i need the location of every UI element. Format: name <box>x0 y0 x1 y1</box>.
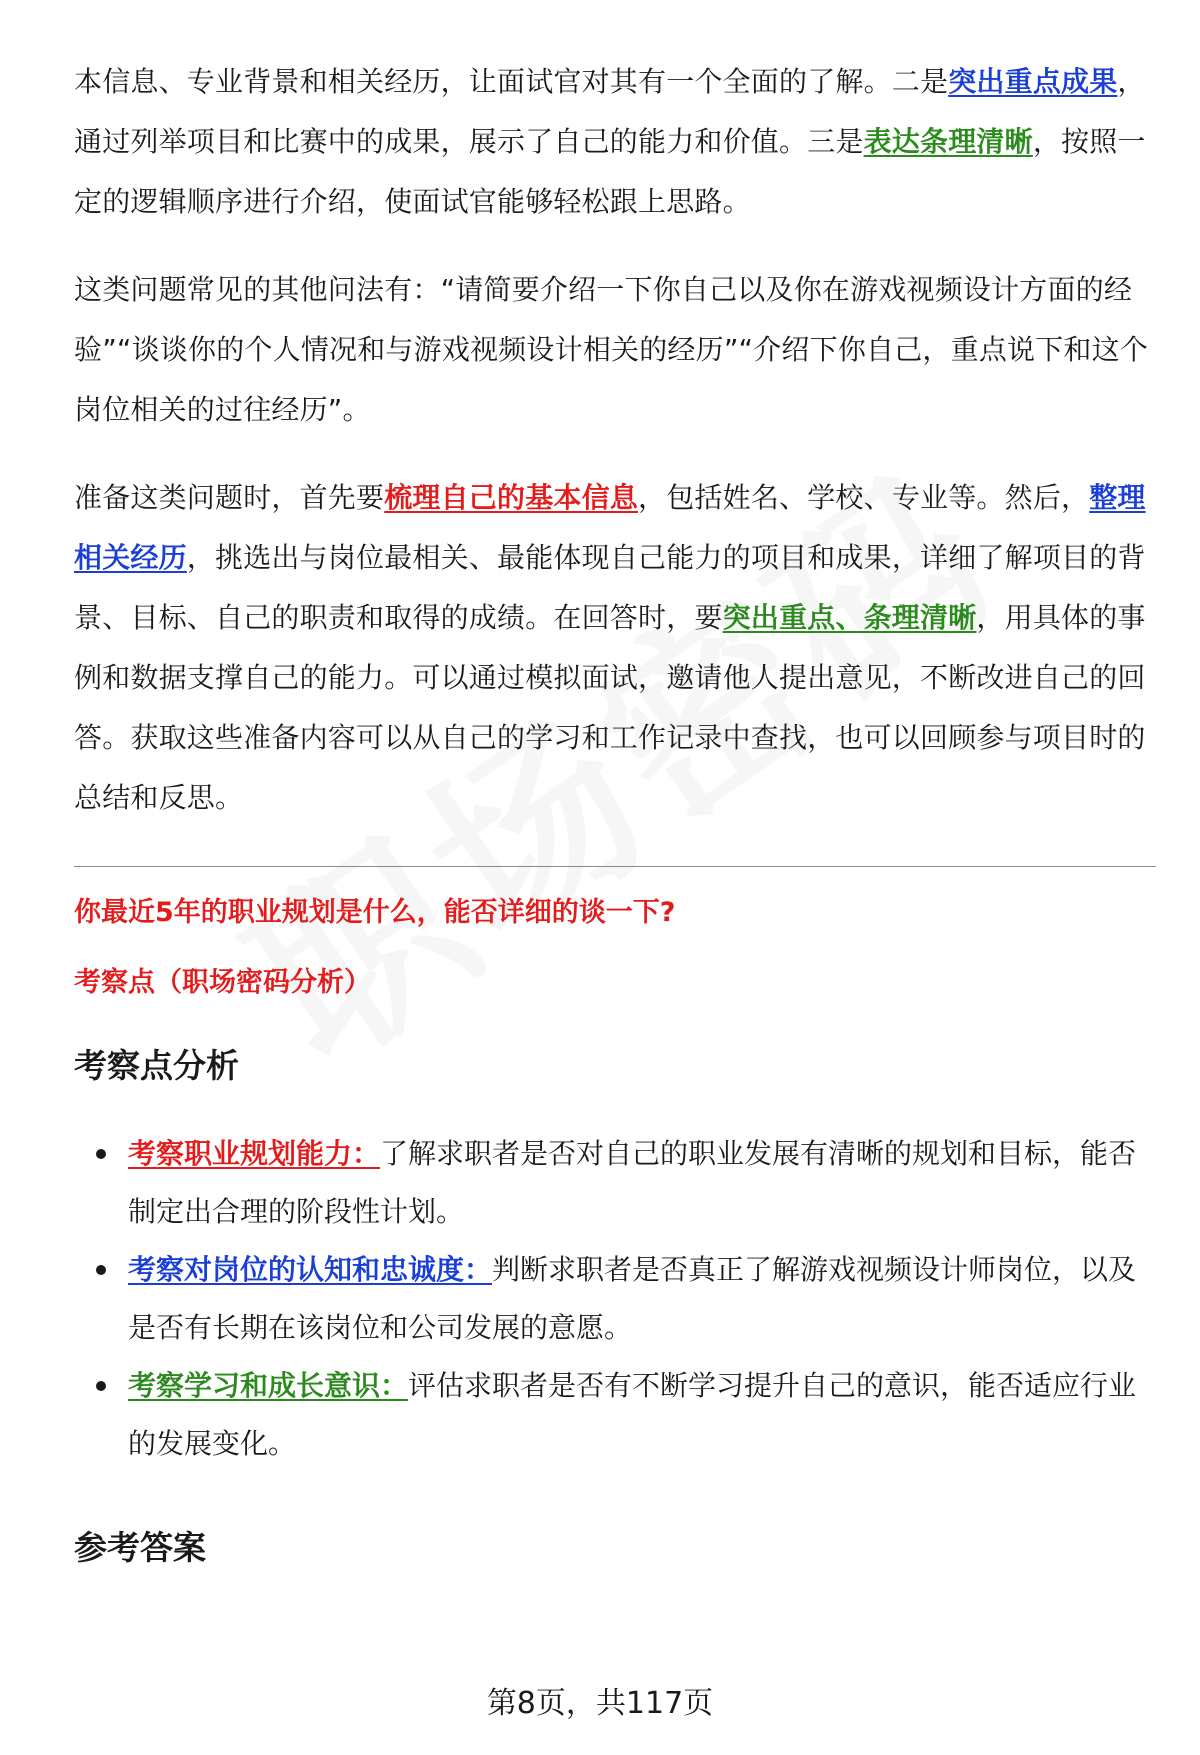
highlight-focus-clarity: 突出重点、条理清晰 <box>722 601 977 634</box>
bullet-icon <box>96 1265 106 1275</box>
paragraph-3 <box>74 468 1156 828</box>
paragraph-1-text-1: 本信息、专业背景和相关经历，让面试官对其有一个全面的了解。二是 <box>74 65 949 98</box>
page-number-footer: 第8页，共117页 <box>486 1686 714 1721</box>
document-page <box>74 52 1156 1607</box>
point-text: 判断求职者是否真正了解游戏视频设计师岗位，以及是否有长期在该岗位和公司发展的意愿。 <box>128 1253 1137 1344</box>
point-label-role-loyalty: 考察对岗位的认知和忠诚度： <box>128 1253 493 1286</box>
bullet-icon <box>96 1149 106 1159</box>
highlight-organize-experience: 整理相关经历 <box>74 481 1146 574</box>
paragraph-3-text-3: ，挑选出与岗位最相关、最能体现自己能力的项目和成果，详细了解项目的背景、目标、自己的职责和取得的成绩。在回答时，要 <box>74 541 1146 634</box>
paragraph-3-text-1: 准备这类问题时，首先要 <box>74 481 385 514</box>
point-label-career-planning: 考察职业规划能力： <box>128 1137 381 1170</box>
analysis-points-list <box>74 1125 1156 1473</box>
bullet-icon <box>96 1381 106 1391</box>
point-text: 评估求职者是否有不断学习提升自己的意识，能否适应行业的发展变化。 <box>128 1369 1137 1460</box>
list-item <box>74 1125 1156 1241</box>
question-heading: 你最近5年的职业规划是什么，能否详细的谈一下? <box>74 897 676 928</box>
list-item <box>74 1357 1156 1473</box>
paragraph-1-text-3: ，按照一定的逻辑顺序进行介绍，使面试官能够轻松跟上思路。 <box>74 125 1146 218</box>
paragraph-1-text-2: ，通过列举项目和比赛中的成果，展示了自己的能力和价值。三是 <box>74 65 1146 158</box>
point-text: 了解求职者是否对自己的职业发展有清晰的规划和目标，能否制定出合理的阶段性计划。 <box>128 1137 1137 1228</box>
answer-section-title: 参考答案 <box>74 1528 206 1567</box>
paragraph-3-text-2: ，包括姓名、学校、专业等。然后， <box>638 481 1090 514</box>
list-item <box>74 1241 1156 1357</box>
paragraph-1 <box>74 52 1156 232</box>
highlight-key-results: 突出重点成果 <box>948 65 1118 98</box>
paragraph-2 <box>74 260 1156 440</box>
point-label-learning-growth: 考察学习和成长意识： <box>128 1369 409 1402</box>
highlight-clear-expression: 表达条理清晰 <box>863 125 1033 158</box>
section-divider <box>74 866 1156 867</box>
analysis-section-title: 考察点分析 <box>74 1046 239 1085</box>
paragraph-2-text: 这类问题常见的其他问法有：“请简要介绍一下你自己以及你在游戏视频设计方面的经验”“谈谈你的个人情况和与游戏视频设计相关的经历”“介绍下你自己，重点说下和这个岗位相关的过往经历”。 <box>74 273 1149 426</box>
paragraph-3-text-4: ，用具体的事例和数据支撑自己的能力。可以通过模拟面试，邀请他人提出意见，不断改进自己的回答。获取这些准备内容可以从自己的学习和工作记录中查找，也可以回顾参与项目时的总结和反思。 <box>74 601 1146 814</box>
highlight-basic-info: 梳理自己的基本信息 <box>384 481 639 514</box>
analysis-subheading: 考察点（职场密码分析） <box>74 967 371 998</box>
